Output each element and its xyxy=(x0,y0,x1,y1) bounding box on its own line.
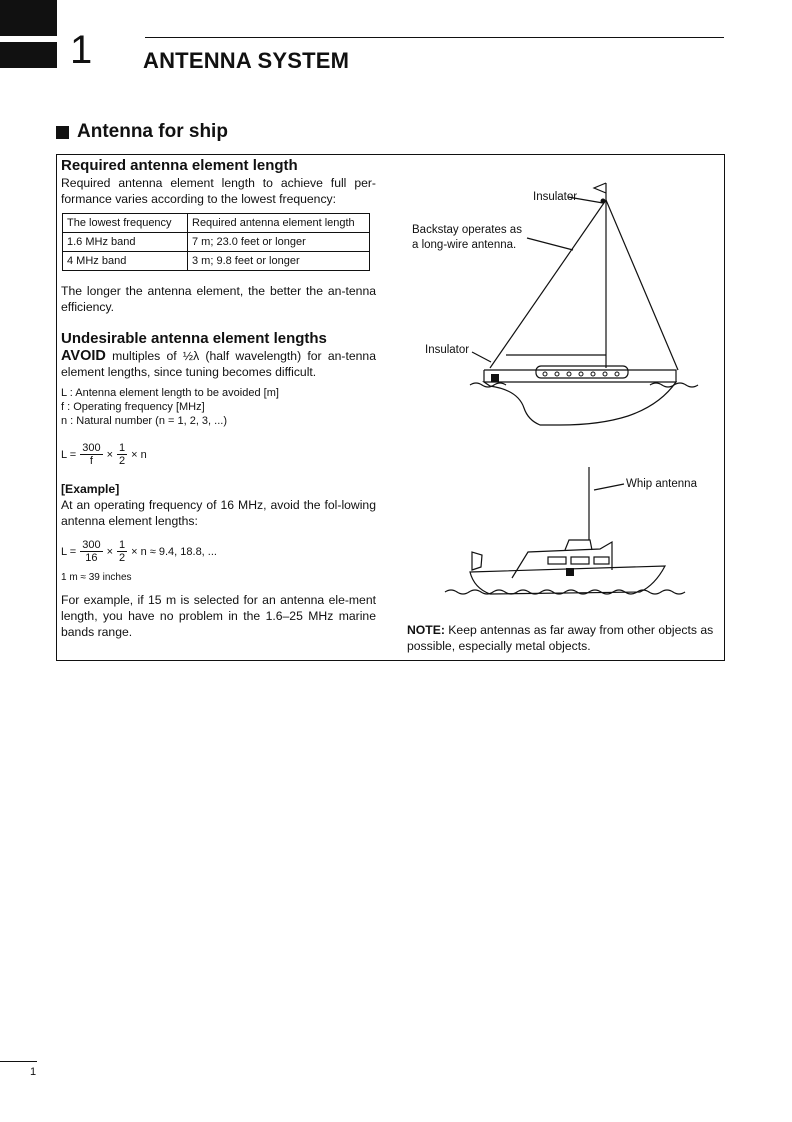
fraction-denominator: 16 xyxy=(85,552,98,564)
table-row xyxy=(63,233,370,252)
formula-tail: × n xyxy=(131,448,147,461)
table-header-cell: Required antenna element length xyxy=(188,214,370,233)
section-bullet-icon xyxy=(56,126,69,139)
formula-fraction xyxy=(117,539,127,564)
frequency-table xyxy=(62,213,370,271)
avoid-paragraph xyxy=(61,348,376,380)
chapter-rule xyxy=(145,37,724,38)
page-number: 1 xyxy=(30,1066,37,1078)
section-title-text: Antenna for ship xyxy=(77,121,228,142)
insulator-bottom-label: Insulator xyxy=(425,344,470,356)
left-column xyxy=(61,157,376,640)
formula-lhs: L = xyxy=(61,545,77,558)
fraction-numerator: 300 xyxy=(82,442,101,454)
chapter-number: 1 xyxy=(70,28,93,72)
example-closing: For example, if 15 m is selected for an antenna ele-ment length, you have no problem in the 1.6–25 MHz marine bands range. xyxy=(61,593,376,639)
chapter-title: ANTENNA SYSTEM xyxy=(143,48,350,73)
fraction-denominator: 2 xyxy=(119,455,126,467)
example-formula xyxy=(61,539,376,564)
table-row xyxy=(63,252,370,271)
section-title xyxy=(56,121,228,143)
formula-times: × xyxy=(106,448,113,461)
table-cell: 3 m; 9.8 feet or longer xyxy=(188,252,370,271)
whip-antenna-label: Whip antenna xyxy=(626,478,697,490)
fraction-numerator: 1 xyxy=(119,539,126,551)
definitions xyxy=(61,386,376,428)
formula-times: × xyxy=(106,545,113,558)
fraction-numerator: 1 xyxy=(119,442,126,454)
table-cell: 7 m; 23.0 feet or longer xyxy=(188,233,370,252)
fraction-numerator: 300 xyxy=(82,539,101,551)
definition-item: n : Natural number (n = 1, 2, 3, ...) xyxy=(61,415,227,427)
formula-lhs: L = xyxy=(61,448,77,461)
fraction-denominator: 2 xyxy=(119,552,126,564)
chapter-tab-marker xyxy=(0,0,57,68)
definition-item: f : Operating frequency [MHz] xyxy=(61,401,205,413)
definition-item: L : Antenna element length to be avoided [m] xyxy=(61,387,279,399)
table-cell: 1.6 MHz band xyxy=(63,233,188,252)
table-cell: 4 MHz band xyxy=(63,252,188,271)
insulator-top-label: Insulator xyxy=(533,191,578,203)
table-header-row xyxy=(63,214,370,233)
footer-rule xyxy=(0,1061,37,1062)
unit-conversion: 1 m ≈ 39 inches xyxy=(61,572,132,583)
backstay-label-line1: Backstay operates as xyxy=(412,224,522,236)
note-text: Keep antennas as far away from other objects as possible, especially metal objects. xyxy=(407,623,714,653)
required-intro: Required antenna element length to achieve full per-formance varies according to the lowest frequency: xyxy=(61,176,376,206)
example-heading: [Example] xyxy=(61,482,120,496)
formula-fraction xyxy=(80,442,102,467)
formula-tail: × n ≈ 9.4, 18.8, ... xyxy=(131,545,217,558)
avoid-formula xyxy=(61,442,376,467)
avoid-text: multiples of ½λ (half wavelength) for an-tenna element lengths, since tuning becomes difficult. xyxy=(61,349,376,379)
fraction-denominator: f xyxy=(89,455,93,467)
backstay-label-line2: a long-wire antenna. xyxy=(412,239,517,251)
required-heading: Required antenna element length xyxy=(61,157,298,174)
note-label: NOTE: xyxy=(407,623,445,637)
note xyxy=(407,622,723,654)
undesirable-heading: Undesirable antenna element lengths xyxy=(61,330,327,347)
table-header-cell: The lowest frequency xyxy=(63,214,188,233)
example-text: At an operating frequency of 16 MHz, avoid the fol-lowing antenna element lengths: xyxy=(61,498,376,528)
avoid-word: AVOID xyxy=(61,348,106,364)
required-after: The longer the antenna element, the better the an-tenna efficiency. xyxy=(61,284,376,314)
formula-fraction xyxy=(117,442,127,467)
formula-fraction xyxy=(80,539,102,564)
